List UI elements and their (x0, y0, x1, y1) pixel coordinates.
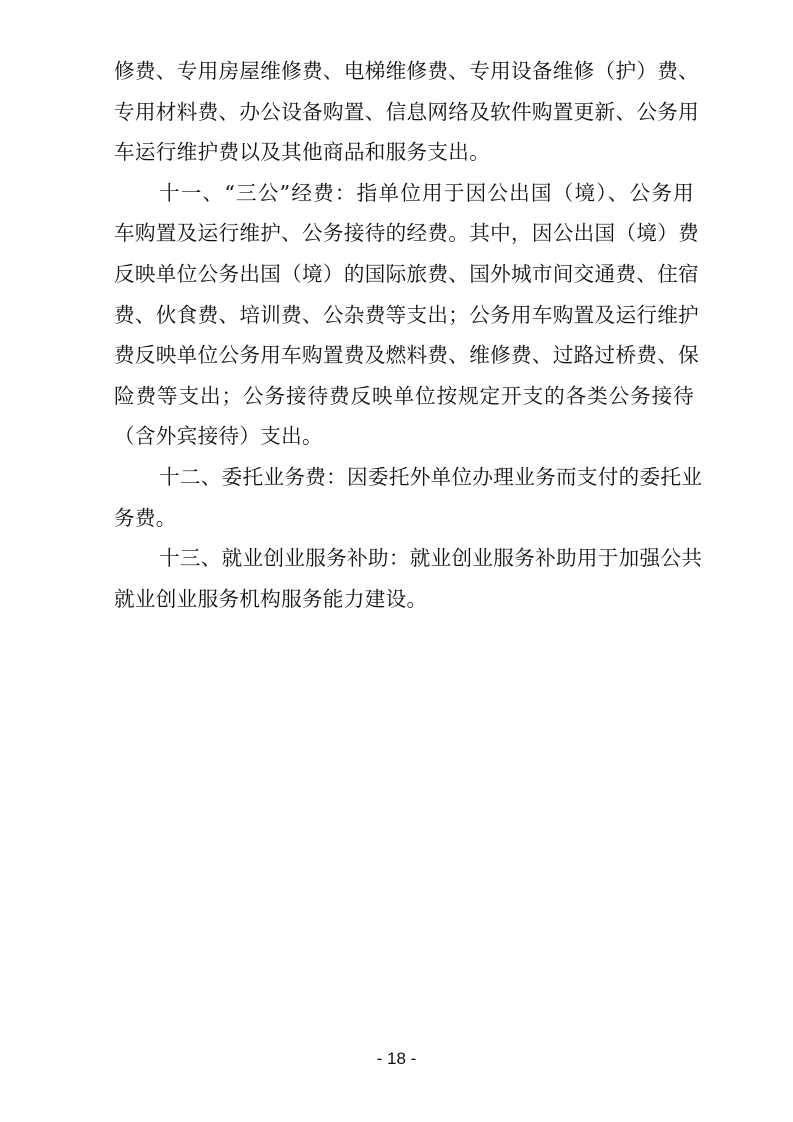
text-line: 专用材料费、办公设备购置、信息网络及软件购置更新、公务用 (114, 99, 700, 124)
text-line: 车购置及运行维护、公务接待的经费。其中，因公出国（境）费 (114, 221, 700, 246)
text-line: 十二、委托业务费：因委托外单位办理业务而支付的委托业 (159, 464, 703, 489)
document-body (114, 51, 703, 619)
paragraph-three-public-expenses (114, 173, 700, 457)
paragraph-entrusted-business-fees (114, 457, 703, 538)
text-line: 十三、就业创业服务补助：就业创业服务补助用于加强公共 (159, 546, 703, 571)
text-line: 费、伙食费、培训费、公杂费等支出；公务用车购置及运行维护 (114, 302, 700, 327)
text-line: 车运行维护费以及其他商品和服务支出。 (114, 140, 491, 165)
text-line: 就业创业服务机构服务能力建设。 (114, 586, 428, 611)
text-line: （含外宾接待）支出。 (114, 424, 323, 449)
text-line: 修费、专用房屋维修费、电梯维修费、专用设备维修（护）费、 (114, 59, 700, 83)
text-line: 反映单位公务出国（境）的国际旅费、国外城市间交通费、住宿 (114, 261, 700, 286)
text-line: 务费。 (114, 505, 177, 530)
text-line: 费反映单位公务用车购置费及燃料费、维修费、过路过桥费、保 (114, 343, 700, 368)
paragraph-employment-service-subsidy (114, 538, 703, 619)
page-number: - 18 - (376, 1049, 417, 1068)
paragraph-continued-expenses (114, 51, 700, 173)
text-line: 十一、“三公”经费：指单位用于因公出国（境）、公务用 (159, 180, 694, 205)
text-line: 险费等支出；公务接待费反映单位按规定开支的各类公务接待 (114, 383, 694, 408)
